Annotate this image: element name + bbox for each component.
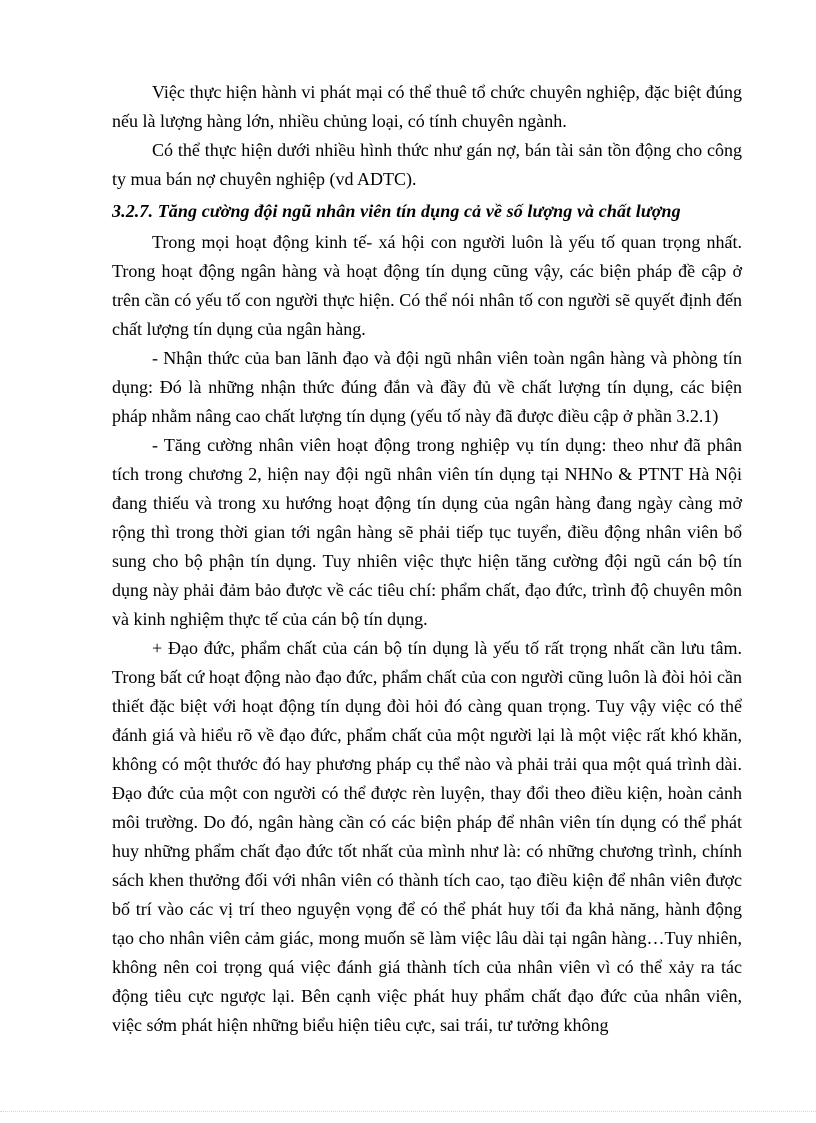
paragraph-debt-sale: Có thể thực hiện dưới nhiều hình thức như gán nợ, bán tài sản tồn động cho công ty mua bán nợ chuyên nghiệp (vd ADTC). (112, 140, 742, 189)
page-bottom-divider (0, 1111, 816, 1112)
document-page (112, 78, 742, 1040)
paragraph-ethics: + Đạo đức, phẩm chất của cán bộ tín dụng là yếu tố rất trọng nhất cần lưu tâm. Trong bất cứ hoạt động nào đạo đức, phẩm chất của con người cũng luôn là đòi hỏi cần thiết đặc biệt với hoạt động tín dụng đòi hỏi đó càng quan trọng. Tuy vậy việc có thể đánh giá và hiểu rõ về đạo đức, phẩm chất của một người lại là một việc rất khó khăn, không có một thước đó hay phương pháp cụ thể nào và phải trải qua một quá trình dài. Đạo đức của một con người có thể được rèn luyện, thay đổi theo điều kiện, hoàn cảnh môi trường. Do đó, ngân hàng cần có các biện pháp để nhân viên tín dụng có thể phát huy những phẩm chất đạo đức tốt nhất của mình như là: có những chương trình, chính sách khen thưởng đối với nhân viên có thành tích cao, tạo điều kiện để nhân viên được bố trí vào các vị trí theo nguyện vọng để có thể phát huy tối đa khả năng, hành động tạo cho nhân viên cảm giác, mong muốn sẽ làm việc lâu dài tại ngân hàng…Tuy nhiên, không nên coi trọng quá việc đánh giá thành tích của nhân viên vì có thể xảy ra tác động tiêu cực ngược lại. Bên cạnh việc phát huy phẩm chất đạo đức của nhân viên, việc sớm phát hiện những biểu hiện tiêu cực, sai trái, tư tưởng không (112, 638, 742, 1035)
paragraph-staffing: - Tăng cường nhân viên hoạt động trong nghiệp vụ tín dụng: theo như đã phân tích trong chương 2, hiện nay đội ngũ nhân viên tín dụng tại NHNo & PTNT Hà Nội đang thiếu và trong xu hướng hoạt động tín dụng của ngân hàng đang ngày càng mở rộng thì trong thời gian tới ngân hàng sẽ phải tiếp tục tuyển, điều động nhân viên bổ sung cho bộ phận tín dụng. Tuy nhiên việc thực hiện tăng cường đội ngũ cán bộ tín dụng này phải đảm bảo được về các tiêu chí: phẩm chất, đạo đức, trình độ chuyên môn và kinh nghiệm thực tế của cán bộ tín dụng. (112, 435, 742, 629)
paragraph-auction: Việc thực hiện hành vi phát mại có thể thuê tổ chức chuyên nghiệp, đặc biệt đúng nếu là lượng hàng lớn, nhiều chủng loại, có tính chuyên ngành. (112, 82, 742, 131)
paragraph-human-factor: Trong mọi hoạt động kinh tế- xá hội con người luôn là yếu tố quan trọng nhất. Trong hoạt động ngân hàng và hoạt động tín dụng cũng vậy, các biện pháp đề cập ở trên cần có yếu tố con người thực hiện. Có thể nói nhân tố con người sẽ quyết định đến chất lượng tín dụng của ngân hàng. (112, 232, 742, 339)
paragraph-awareness: - Nhận thức của ban lãnh đạo và đội ngũ nhân viên toàn ngân hàng và phòng tín dụng: Đó là những nhận thức đúng đắn và đầy đủ về chất lượng tín dụng, các biện pháp nhằm nâng cao chất lượng tín dụng (yếu tố này đã được điều cập ở phần 3.2.1) (112, 348, 742, 426)
section-heading: 3.2.7. Tăng cường đội ngũ nhân viên tín dụng cả về số lượng và chất lượng (112, 201, 681, 221)
